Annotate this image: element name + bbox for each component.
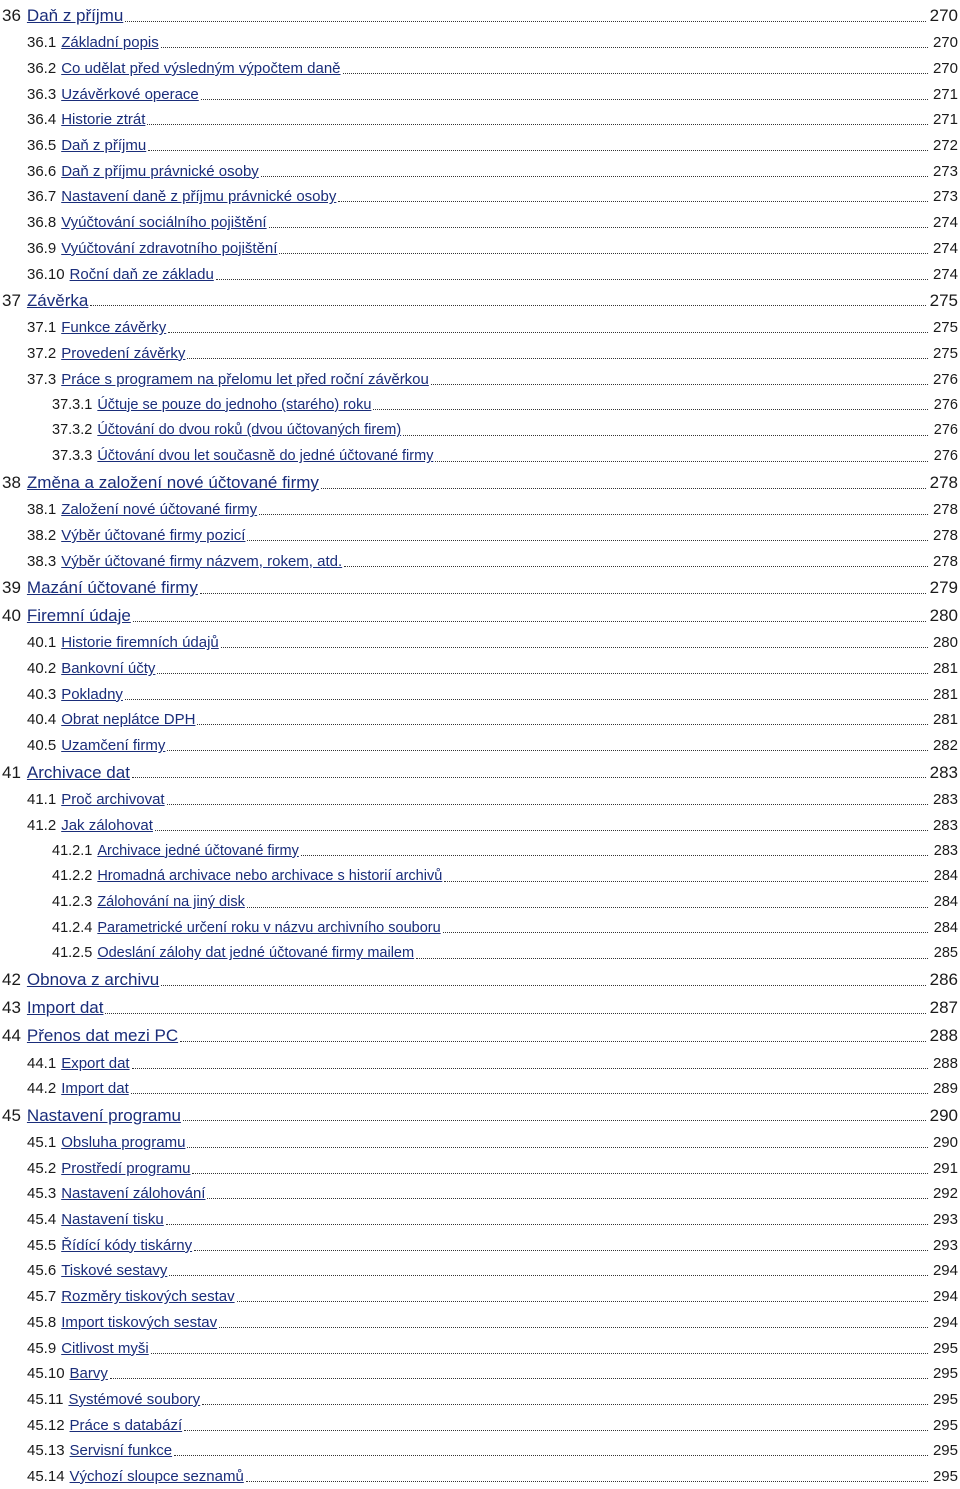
toc-entry[interactable] bbox=[0, 1464, 960, 1489]
dot-leader bbox=[168, 332, 928, 333]
toc-entry-link[interactable]: Základní popis bbox=[61, 34, 159, 52]
dot-leader bbox=[147, 124, 928, 125]
dot-leader bbox=[125, 699, 928, 700]
toc-entry-number: 45.8 bbox=[27, 1313, 57, 1331]
toc-entry[interactable] bbox=[0, 30, 960, 56]
toc-entry-link[interactable]: Výchozí sloupce seznamů bbox=[69, 1467, 244, 1485]
toc-entry-number: 41.2.5 bbox=[52, 945, 93, 962]
dot-leader bbox=[151, 1353, 928, 1354]
toc-entry-page-number: 293 bbox=[932, 1236, 958, 1254]
dot-leader bbox=[261, 176, 928, 177]
toc-entry-link[interactable]: Prostředí programu bbox=[61, 1159, 191, 1177]
toc-entry-number: 38.3 bbox=[27, 552, 57, 570]
toc-entry[interactable] bbox=[0, 341, 960, 367]
toc-entry-number: 40.3 bbox=[27, 685, 57, 703]
toc-entry[interactable] bbox=[0, 497, 960, 523]
toc-entry-page-number: 275 bbox=[929, 290, 958, 310]
toc-entry[interactable] bbox=[0, 133, 960, 159]
toc-entry[interactable] bbox=[0, 1387, 960, 1413]
toc-entry-link[interactable]: Barvy bbox=[69, 1365, 108, 1383]
dot-leader bbox=[105, 1013, 926, 1014]
toc-entry-link[interactable]: Zálohování na jiný disk bbox=[97, 894, 245, 911]
dot-leader bbox=[237, 1301, 928, 1302]
toc-entry-number: 45.7 bbox=[27, 1288, 57, 1306]
dot-leader bbox=[90, 305, 926, 306]
toc-entry[interactable] bbox=[0, 81, 960, 107]
toc-entry-number: 41.2 bbox=[27, 816, 57, 834]
dot-leader bbox=[246, 1481, 928, 1482]
toc-entry-link[interactable]: Mazání účtované firmy bbox=[26, 578, 198, 598]
toc-entry[interactable] bbox=[0, 1258, 960, 1284]
toc-entry[interactable] bbox=[0, 469, 960, 497]
dot-leader bbox=[167, 804, 928, 805]
toc-entry-page-number: 270 bbox=[929, 6, 958, 25]
dot-leader bbox=[259, 514, 928, 515]
toc-entry[interactable] bbox=[0, 548, 960, 574]
toc-entry-number: 43 bbox=[2, 998, 21, 1018]
toc-entry[interactable] bbox=[0, 1102, 960, 1130]
toc-entry[interactable] bbox=[0, 681, 960, 707]
dot-leader bbox=[201, 99, 928, 100]
toc-entry-page-number: 280 bbox=[929, 606, 958, 626]
toc-entry-page-number: 284 bbox=[933, 894, 958, 911]
toc-entry[interactable] bbox=[0, 1335, 960, 1361]
toc-entry[interactable] bbox=[0, 1412, 960, 1438]
toc-entry-page-number: 273 bbox=[932, 188, 958, 206]
toc-entry-number: 40.2 bbox=[27, 660, 57, 678]
toc-entry-page-number: 281 bbox=[932, 685, 958, 703]
toc-entry-page-number: 294 bbox=[932, 1288, 958, 1306]
dot-leader bbox=[131, 1093, 928, 1094]
toc-entry-link[interactable]: Daň z příjmu bbox=[61, 137, 147, 155]
toc-entry-page-number: 272 bbox=[932, 137, 958, 155]
toc-entry[interactable] bbox=[0, 418, 960, 444]
toc-entry-number: 45.1 bbox=[27, 1134, 57, 1152]
toc-entry[interactable] bbox=[0, 864, 960, 890]
toc-entry-link[interactable]: Proč archivovat bbox=[61, 790, 165, 808]
toc-entry-number: 37.3.2 bbox=[52, 422, 93, 439]
dot-leader bbox=[338, 201, 928, 202]
toc-entry-number: 37.3.1 bbox=[52, 396, 93, 413]
toc-entry[interactable] bbox=[0, 1438, 960, 1464]
toc-entry[interactable] bbox=[0, 1181, 960, 1207]
toc-entry-page-number: 290 bbox=[932, 1134, 958, 1152]
dot-leader bbox=[166, 1224, 928, 1225]
toc-entry-link[interactable]: Výběr účtované firmy názvem, rokem, atd. bbox=[61, 552, 343, 570]
toc-entry-link[interactable]: Hromadná archivace nebo archivace s historií archivů bbox=[97, 868, 443, 885]
dot-leader bbox=[194, 1250, 928, 1251]
toc-entry-link[interactable]: Citlivost myši bbox=[61, 1339, 149, 1357]
toc-entry[interactable] bbox=[0, 812, 960, 838]
toc-entry-page-number: 294 bbox=[932, 1262, 958, 1280]
toc-entry-number: 40.5 bbox=[27, 737, 57, 755]
dot-leader bbox=[443, 932, 928, 933]
toc-entry-number: 37 bbox=[2, 290, 21, 310]
toc-entry-page-number: 285 bbox=[933, 945, 958, 962]
toc-entry[interactable] bbox=[0, 915, 960, 941]
toc-entry-page-number: 287 bbox=[929, 998, 958, 1018]
toc-entry-link[interactable]: Nastavení zálohování bbox=[61, 1185, 206, 1203]
toc-entry-page-number: 283 bbox=[932, 790, 958, 808]
toc-entry[interactable] bbox=[0, 2, 960, 30]
toc-entry-number: 36.4 bbox=[27, 111, 57, 129]
toc-entry-link[interactable]: Změna a založení nové účtované firmy bbox=[26, 473, 319, 492]
toc-entry-number: 45.6 bbox=[27, 1262, 57, 1280]
toc-entry[interactable] bbox=[0, 56, 960, 82]
toc-entry-link[interactable]: Tiskové sestavy bbox=[61, 1262, 168, 1280]
toc-entry-link[interactable]: Jak zálohovat bbox=[61, 816, 153, 834]
toc-entry[interactable] bbox=[0, 1310, 960, 1336]
toc-entry-link[interactable]: Přenos dat mezi PC bbox=[26, 1026, 179, 1046]
toc-entry-page-number: 271 bbox=[932, 85, 958, 103]
toc-entry-page-number: 274 bbox=[932, 239, 958, 257]
toc-entry-link[interactable]: Daň z příjmu právnické osoby bbox=[61, 162, 259, 180]
toc-entry-number: 39 bbox=[2, 578, 21, 598]
toc-entry-link[interactable]: Historie firemních údajů bbox=[61, 634, 219, 652]
toc-entry-page-number: 274 bbox=[932, 265, 958, 283]
toc-entry-number: 45.5 bbox=[27, 1236, 57, 1254]
toc-entry-number: 37.2 bbox=[27, 344, 57, 362]
toc-entry-link[interactable]: Provedení závěrky bbox=[61, 344, 186, 362]
toc-entry[interactable] bbox=[0, 210, 960, 236]
toc-entry-page-number: 282 bbox=[932, 737, 958, 755]
toc-entry-number: 41.1 bbox=[27, 790, 57, 808]
toc-entry-page-number: 284 bbox=[933, 919, 958, 936]
toc-entry-link[interactable]: Vyúčtování sociálního pojištění bbox=[61, 214, 267, 232]
toc-entry-number: 40.4 bbox=[27, 711, 57, 729]
toc-entry-page-number: 281 bbox=[932, 660, 958, 678]
toc-entry-link[interactable]: Archivace jedné účtované firmy bbox=[97, 842, 299, 859]
toc-entry-number: 41.2.3 bbox=[52, 894, 93, 911]
toc-entry-page-number: 280 bbox=[932, 634, 958, 652]
dot-leader bbox=[403, 435, 928, 436]
toc-entry-number: 37.3 bbox=[27, 370, 57, 388]
toc-entry-page-number: 273 bbox=[932, 162, 958, 180]
toc-entry-link[interactable]: Uzamčení firmy bbox=[61, 737, 166, 755]
toc-entry-link[interactable]: Nastavení programu bbox=[26, 1105, 181, 1125]
toc-entry-page-number: 295 bbox=[932, 1467, 958, 1485]
toc-entry-link[interactable]: Pokladny bbox=[61, 685, 123, 703]
toc-entry-link[interactable]: Historie ztrát bbox=[61, 111, 146, 129]
toc-entry[interactable] bbox=[0, 1076, 960, 1102]
toc-entry-link[interactable]: Obnova z archivu bbox=[26, 970, 160, 990]
toc-entry[interactable] bbox=[0, 787, 960, 813]
toc-entry[interactable] bbox=[0, 941, 960, 967]
toc-entry-link[interactable]: Založení nové účtované firmy bbox=[61, 501, 258, 519]
dot-leader bbox=[321, 488, 926, 489]
toc-entry-number: 36.5 bbox=[27, 137, 57, 155]
toc-entry[interactable] bbox=[0, 523, 960, 549]
dot-leader bbox=[161, 47, 928, 48]
toc-entry-page-number: 286 bbox=[929, 970, 958, 990]
toc-entry-number: 38.1 bbox=[27, 501, 57, 519]
toc-entry-page-number: 275 bbox=[932, 344, 958, 362]
toc-entry-number: 41.2.4 bbox=[52, 919, 93, 936]
toc-entry-page-number: 295 bbox=[932, 1339, 958, 1357]
dot-leader bbox=[431, 384, 928, 385]
toc-entry[interactable] bbox=[0, 656, 960, 682]
toc-entry-number: 44.1 bbox=[27, 1054, 57, 1072]
dot-leader bbox=[373, 409, 928, 410]
dot-leader bbox=[343, 73, 928, 74]
toc-entry-link[interactable]: Závěrka bbox=[26, 290, 89, 310]
toc-entry-number: 45.10 bbox=[27, 1365, 65, 1383]
dot-leader bbox=[269, 227, 928, 228]
toc-entry-number: 36.8 bbox=[27, 214, 57, 232]
dot-leader bbox=[183, 1120, 926, 1121]
dot-leader bbox=[133, 621, 926, 622]
toc-entry-link[interactable]: Import dat bbox=[61, 1080, 129, 1098]
toc-entry[interactable] bbox=[0, 287, 960, 315]
dot-leader bbox=[344, 566, 928, 567]
toc-entry-link[interactable]: Import dat bbox=[26, 998, 104, 1018]
toc-entry-page-number: 292 bbox=[932, 1185, 958, 1203]
toc-entry-number: 44 bbox=[2, 1026, 21, 1046]
dot-leader bbox=[167, 750, 928, 751]
toc-entry[interactable] bbox=[0, 602, 960, 630]
toc-entry[interactable] bbox=[0, 366, 960, 392]
dot-leader bbox=[221, 647, 928, 648]
toc-entry-link[interactable]: Firemní údaje bbox=[26, 606, 131, 626]
dot-leader bbox=[197, 724, 928, 725]
toc-entry-page-number: 270 bbox=[932, 34, 958, 52]
toc-entry-number: 36.3 bbox=[27, 85, 57, 103]
toc-entry[interactable] bbox=[0, 994, 960, 1022]
dot-leader bbox=[216, 279, 928, 280]
dot-leader bbox=[187, 358, 928, 359]
dot-leader bbox=[247, 907, 928, 908]
dot-leader bbox=[207, 1198, 928, 1199]
toc-entry-number: 45.9 bbox=[27, 1339, 57, 1357]
toc-entry-link[interactable]: Práce s programem na přelomu let před roční závěrkou bbox=[61, 370, 429, 388]
toc-entry-link[interactable]: Uzávěrkové operace bbox=[61, 85, 199, 103]
toc-entry-number: 45.11 bbox=[27, 1390, 64, 1408]
toc-entry[interactable] bbox=[0, 1130, 960, 1156]
toc-entry[interactable] bbox=[0, 315, 960, 341]
toc-entry-page-number: 278 bbox=[932, 527, 958, 545]
toc-entry[interactable] bbox=[0, 1155, 960, 1181]
toc-entry-link[interactable]: Export dat bbox=[61, 1054, 130, 1072]
toc-entry-number: 41.2.2 bbox=[52, 868, 93, 885]
toc-entry-number: 45.13 bbox=[27, 1442, 65, 1460]
toc-entry-link[interactable]: Práce s databází bbox=[69, 1416, 183, 1434]
toc-entry-page-number: 289 bbox=[932, 1080, 958, 1098]
toc-entry-number: 42 bbox=[2, 970, 21, 990]
dot-leader bbox=[110, 1378, 928, 1379]
toc-entry-page-number: 290 bbox=[929, 1105, 958, 1125]
dot-leader bbox=[169, 1275, 928, 1276]
toc-entry-number: 45.2 bbox=[27, 1159, 57, 1177]
toc-entry-link[interactable]: Účtování dvou let současně do jedné účtované firmy bbox=[97, 448, 434, 465]
toc-entry[interactable] bbox=[0, 261, 960, 287]
toc-entry-page-number: 278 bbox=[932, 501, 958, 519]
toc-entry-page-number: 291 bbox=[932, 1159, 958, 1177]
toc-entry-page-number: 284 bbox=[933, 868, 958, 885]
toc-entry-link[interactable]: Vyúčtování zdravotního pojištění bbox=[61, 239, 278, 257]
toc-entry-link[interactable]: Řídící kódy tiskárny bbox=[61, 1236, 193, 1254]
dot-leader bbox=[279, 253, 928, 254]
toc-entry-number: 36.2 bbox=[27, 60, 57, 78]
toc-entry-link[interactable]: Obsluha programu bbox=[61, 1134, 186, 1152]
toc-entry-link[interactable]: Parametrické určení roku v názvu archivního souboru bbox=[97, 919, 441, 936]
toc-entry-page-number: 295 bbox=[932, 1390, 958, 1408]
toc-entry-link[interactable]: Nastavení daně z příjmu právnické osoby bbox=[61, 188, 337, 206]
toc-entry-number: 40 bbox=[2, 606, 21, 626]
dot-leader bbox=[148, 150, 928, 151]
toc-entry-link[interactable]: Výběr účtované firmy pozicí bbox=[61, 527, 246, 545]
toc-entry[interactable] bbox=[0, 236, 960, 262]
toc-entry-number: 41.2.1 bbox=[52, 842, 93, 859]
toc-entry-link[interactable]: Roční daň ze základu bbox=[69, 265, 214, 283]
dot-leader bbox=[157, 673, 928, 674]
toc-entry-link[interactable]: Obrat neplátce DPH bbox=[61, 711, 196, 729]
toc-entry[interactable] bbox=[0, 158, 960, 184]
dot-leader bbox=[301, 855, 928, 856]
toc-entry-link[interactable]: Co udělat před výsledným výpočtem daně bbox=[61, 60, 341, 78]
toc-entry[interactable] bbox=[0, 1050, 960, 1076]
toc-entry-page-number: 283 bbox=[932, 816, 958, 834]
toc-entry-number: 45.4 bbox=[27, 1211, 57, 1229]
toc-entry-number: 41 bbox=[2, 762, 21, 782]
dot-leader bbox=[125, 21, 926, 22]
toc-entry-number: 45 bbox=[2, 1105, 21, 1125]
toc-entry-number: 38 bbox=[2, 473, 21, 492]
toc-entry-page-number: 295 bbox=[932, 1365, 958, 1383]
toc-entry[interactable] bbox=[0, 838, 960, 864]
toc-entry[interactable] bbox=[0, 759, 960, 787]
toc-entry-page-number: 288 bbox=[929, 1026, 958, 1046]
toc-entry-page-number: 278 bbox=[929, 473, 958, 492]
toc-entry-page-number: 278 bbox=[932, 552, 958, 570]
toc-entry-number: 45.14 bbox=[27, 1467, 65, 1485]
toc-entry-link[interactable]: Archivace dat bbox=[26, 762, 130, 782]
toc-entry-page-number: 283 bbox=[933, 842, 958, 859]
toc-entry-number: 36.9 bbox=[27, 239, 57, 257]
toc-entry[interactable] bbox=[0, 184, 960, 210]
toc-entry-number: 36.6 bbox=[27, 162, 57, 180]
toc-entry[interactable] bbox=[0, 707, 960, 733]
toc-entry[interactable] bbox=[0, 1022, 960, 1050]
toc-entry-page-number: 270 bbox=[932, 60, 958, 78]
toc-entry-number: 44.2 bbox=[27, 1080, 57, 1098]
toc-entry-link[interactable]: Odeslání zálohy dat jedné účtované firmy mailem bbox=[97, 945, 415, 962]
toc-entry-link[interactable]: Systémové soubory bbox=[68, 1390, 201, 1408]
toc-entry[interactable] bbox=[0, 1361, 960, 1387]
toc-entry[interactable] bbox=[0, 1232, 960, 1258]
toc-entry[interactable] bbox=[0, 1207, 960, 1233]
dot-leader bbox=[219, 1327, 928, 1328]
toc-entry[interactable] bbox=[0, 443, 960, 469]
toc-entry-page-number: 283 bbox=[929, 762, 958, 782]
toc-entry-number: 45.12 bbox=[27, 1416, 65, 1434]
toc-entry-page-number: 276 bbox=[932, 370, 958, 388]
dot-leader bbox=[416, 958, 928, 959]
dot-leader bbox=[132, 777, 926, 778]
dot-leader bbox=[192, 1173, 928, 1174]
toc-entry[interactable] bbox=[0, 630, 960, 656]
toc-entry-page-number: 271 bbox=[932, 111, 958, 129]
toc-entry-page-number: 275 bbox=[932, 319, 958, 337]
toc-entry[interactable] bbox=[0, 574, 960, 602]
dot-leader bbox=[174, 1455, 928, 1456]
toc-entry-page-number: 276 bbox=[933, 422, 958, 439]
toc-entry-number: 37.3.3 bbox=[52, 448, 93, 465]
toc-entry[interactable] bbox=[0, 1284, 960, 1310]
dot-leader bbox=[161, 985, 926, 986]
dot-leader bbox=[180, 1041, 926, 1042]
toc-entry-link[interactable]: Servisní funkce bbox=[69, 1442, 173, 1460]
toc-entry-number: 37.1 bbox=[27, 319, 57, 337]
toc-entry-number: 40.1 bbox=[27, 634, 57, 652]
toc-entry-page-number: 294 bbox=[932, 1313, 958, 1331]
dot-leader bbox=[184, 1430, 928, 1431]
toc-entry-page-number: 279 bbox=[929, 578, 958, 598]
toc-entry-link[interactable]: Daň z příjmu bbox=[26, 6, 124, 25]
toc-entry-link[interactable]: Rozměry tiskových sestav bbox=[61, 1288, 235, 1306]
toc-entry-link[interactable]: Import tiskových sestav bbox=[61, 1313, 218, 1331]
table-of-contents bbox=[0, 2, 960, 1489]
toc-entry-page-number: 288 bbox=[932, 1054, 958, 1072]
dot-leader bbox=[155, 830, 928, 831]
toc-entry-link[interactable]: Funkce závěrky bbox=[61, 319, 167, 337]
toc-entry[interactable] bbox=[0, 392, 960, 418]
toc-entry-page-number: 293 bbox=[932, 1211, 958, 1229]
toc-entry-number: 36 bbox=[2, 6, 21, 25]
dot-leader bbox=[247, 540, 928, 541]
toc-entry-page-number: 276 bbox=[933, 448, 958, 465]
toc-entry-page-number: 295 bbox=[932, 1416, 958, 1434]
dot-leader bbox=[202, 1404, 928, 1405]
toc-entry[interactable] bbox=[0, 966, 960, 994]
toc-entry[interactable] bbox=[0, 733, 960, 759]
toc-entry-number: 38.2 bbox=[27, 527, 57, 545]
dot-leader bbox=[200, 593, 926, 594]
toc-entry-page-number: 274 bbox=[932, 214, 958, 232]
toc-entry-link[interactable]: Nastavení tisku bbox=[61, 1211, 164, 1229]
toc-entry-page-number: 281 bbox=[932, 711, 958, 729]
toc-entry-number: 45.3 bbox=[27, 1185, 57, 1203]
toc-entry[interactable] bbox=[0, 889, 960, 915]
toc-entry-link[interactable]: Účtování do dvou roků (dvou účtovaných firem) bbox=[97, 422, 402, 439]
dot-leader bbox=[435, 461, 928, 462]
toc-entry-number: 36.1 bbox=[27, 34, 57, 52]
toc-entry-number: 36.7 bbox=[27, 188, 57, 206]
toc-entry-number: 36.10 bbox=[27, 265, 65, 283]
toc-entry-page-number: 295 bbox=[932, 1442, 958, 1460]
dot-leader bbox=[132, 1068, 928, 1069]
dot-leader bbox=[444, 881, 928, 882]
toc-entry-page-number: 276 bbox=[933, 396, 958, 413]
toc-entry-link[interactable]: Účtuje se pouze do jednoho (starého) roku bbox=[97, 396, 372, 413]
dot-leader bbox=[187, 1147, 928, 1148]
toc-entry[interactable] bbox=[0, 107, 960, 133]
toc-entry-link[interactable]: Bankovní účty bbox=[61, 660, 156, 678]
